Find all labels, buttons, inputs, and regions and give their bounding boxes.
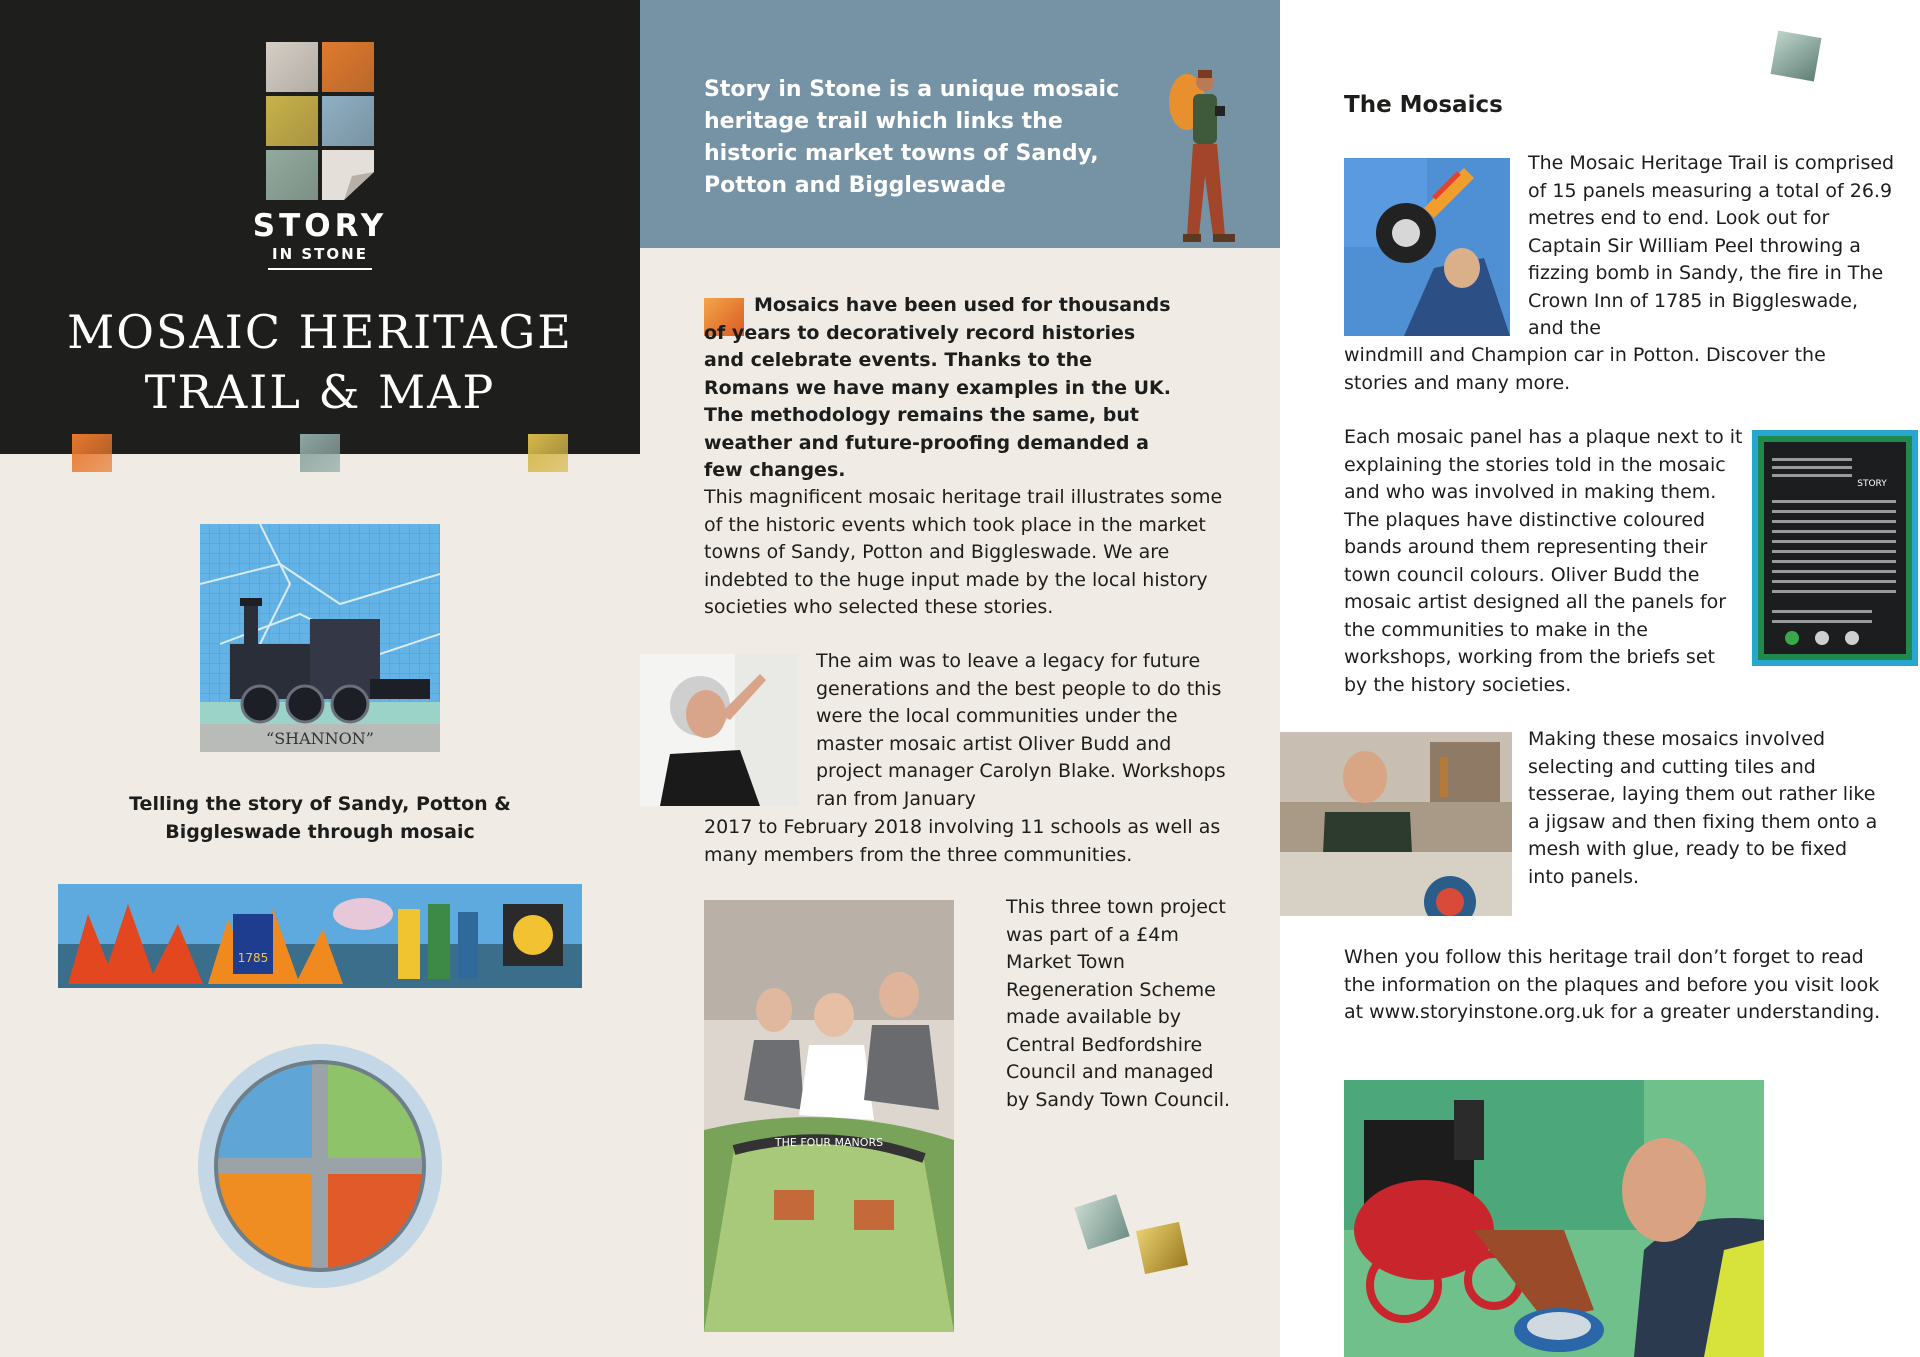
logo-tile [322, 42, 374, 92]
intro-banner [640, 0, 1280, 248]
students-photo [704, 900, 954, 1332]
hiker-illustration [1155, 66, 1250, 248]
plaque-title: STORY [1857, 479, 1887, 489]
title-line-1: MOSAIC HERITAGE [67, 305, 573, 359]
trail-overview-wrap: The Mosaic Heritage Trail is comprised of 15 panels measuring a total of 26.9 metres end to end. Look out for Captain Sir William Peel throwing a fizzing bomb in Sandy, the fire in The Crown Inn of 1785 in Biggleswade, and the [1528, 152, 1895, 339]
mosaics-column [1280, 0, 1920, 1357]
orange-tile-accent [72, 434, 112, 472]
cover-column [0, 0, 640, 1357]
sage-corner-tile [1771, 31, 1822, 82]
carriage-mosaic-workshop-photo [1344, 1080, 1764, 1357]
logo-wordmark: STORY [252, 208, 388, 244]
lead-paragraph [704, 292, 1174, 485]
logo-tile [322, 96, 374, 146]
logo-underline [268, 268, 372, 270]
logo-tile [266, 42, 318, 92]
artist-photo [640, 654, 798, 806]
intro-headline: Story in Stone is a unique mosaic heritage trail which links the historic market towns of Sandy, Potton and Biggleswade [704, 77, 1120, 198]
gold-tile-decoration [1136, 1222, 1188, 1274]
title-line-2: TRAIL & MAP [144, 365, 496, 419]
workshop-photo [1280, 732, 1512, 916]
trail-overview-continued: windmill and Champion car in Potton. Discover the stories and many more. [1344, 344, 1826, 394]
legacy-paragraph-continued: 2017 to February 2018 involving 11 schools as well as many members from the three communities. [704, 816, 1221, 866]
four-manors-roundel-image [196, 1042, 444, 1290]
plaques-paragraph: Each mosaic panel has a plaque next to it explaining the stories told in the mosaic and who was involved in making them. The plaques have distinctive coloured bands around them representing their town council colours. Oliver Budd the mosaic artist designed all the panels for the communities to make in the workshops, working from the briefs set by the history societies. [1344, 426, 1743, 696]
logo-subtitle: IN STONE [272, 245, 368, 263]
crown-inn-fire-mosaic-image [58, 884, 582, 988]
locomotive-mosaic-image [200, 524, 440, 752]
cover-header [0, 0, 640, 454]
information-plaque-image [1752, 430, 1918, 666]
svg-text:1785: 1785 [237, 951, 269, 965]
sage-tile-decoration [1074, 1194, 1129, 1249]
brochure-title [0, 302, 640, 422]
cover-caption: Telling the story of Sandy, Potton & Biggleswade through mosaic [129, 793, 511, 843]
legacy-paragraph-wrap: The aim was to leave a legacy for future generations and the best people to do this were the local communities under the master mosaic artist Oliver Budd and project manager Carolyn Blake. Workshops ran from January [816, 650, 1226, 810]
intro-column [640, 0, 1280, 1357]
trail-paragraph: This magnificent mosaic heritage trail illustrates some of the historic events which took place in the market towns of Sandy, Potton and Biggleswade. We are indebted to the huge input made by the local history societies who selected these stories. [704, 486, 1223, 618]
logo-tile [266, 96, 318, 146]
logo-tile [266, 150, 318, 200]
captain-peel-bomb-mosaic-image [1344, 158, 1510, 336]
gold-tile-accent [528, 434, 568, 472]
making-paragraph: Making these mosaics involved selecting and cutting tiles and tesserae, laying them out rather like a jigsaw and then fixing them onto a mesh with glue, ready to be fixed into panels. [1528, 728, 1878, 888]
mosaics-heading: The Mosaics [1344, 92, 1503, 118]
lead-paragraph-text: Mosaics have been used for thousands of years to decoratively record histories and celebrate events. Thanks to the Romans we have many examples in the UK. The methodology remains the same, but weather and future-proofing demanded a few changes. [704, 294, 1172, 481]
story-in-stone-logo-mark [266, 42, 374, 200]
roundel-caption: THE FOUR MANORS [774, 1136, 884, 1149]
funding-paragraph: This three town project was part of a £4m Market Town Regeneration Scheme made available by Central Bedfordshire Council and managed by Sandy Town Council. [1006, 896, 1231, 1111]
train-name-label: “SHANNON” [266, 729, 374, 748]
visit-paragraph: When you follow this heritage trail don’t forget to read the information on the plaques and before you visit look at www.storyinstone.org.uk for a greater understanding. [1344, 946, 1881, 1023]
sage-tile-accent [300, 434, 340, 472]
